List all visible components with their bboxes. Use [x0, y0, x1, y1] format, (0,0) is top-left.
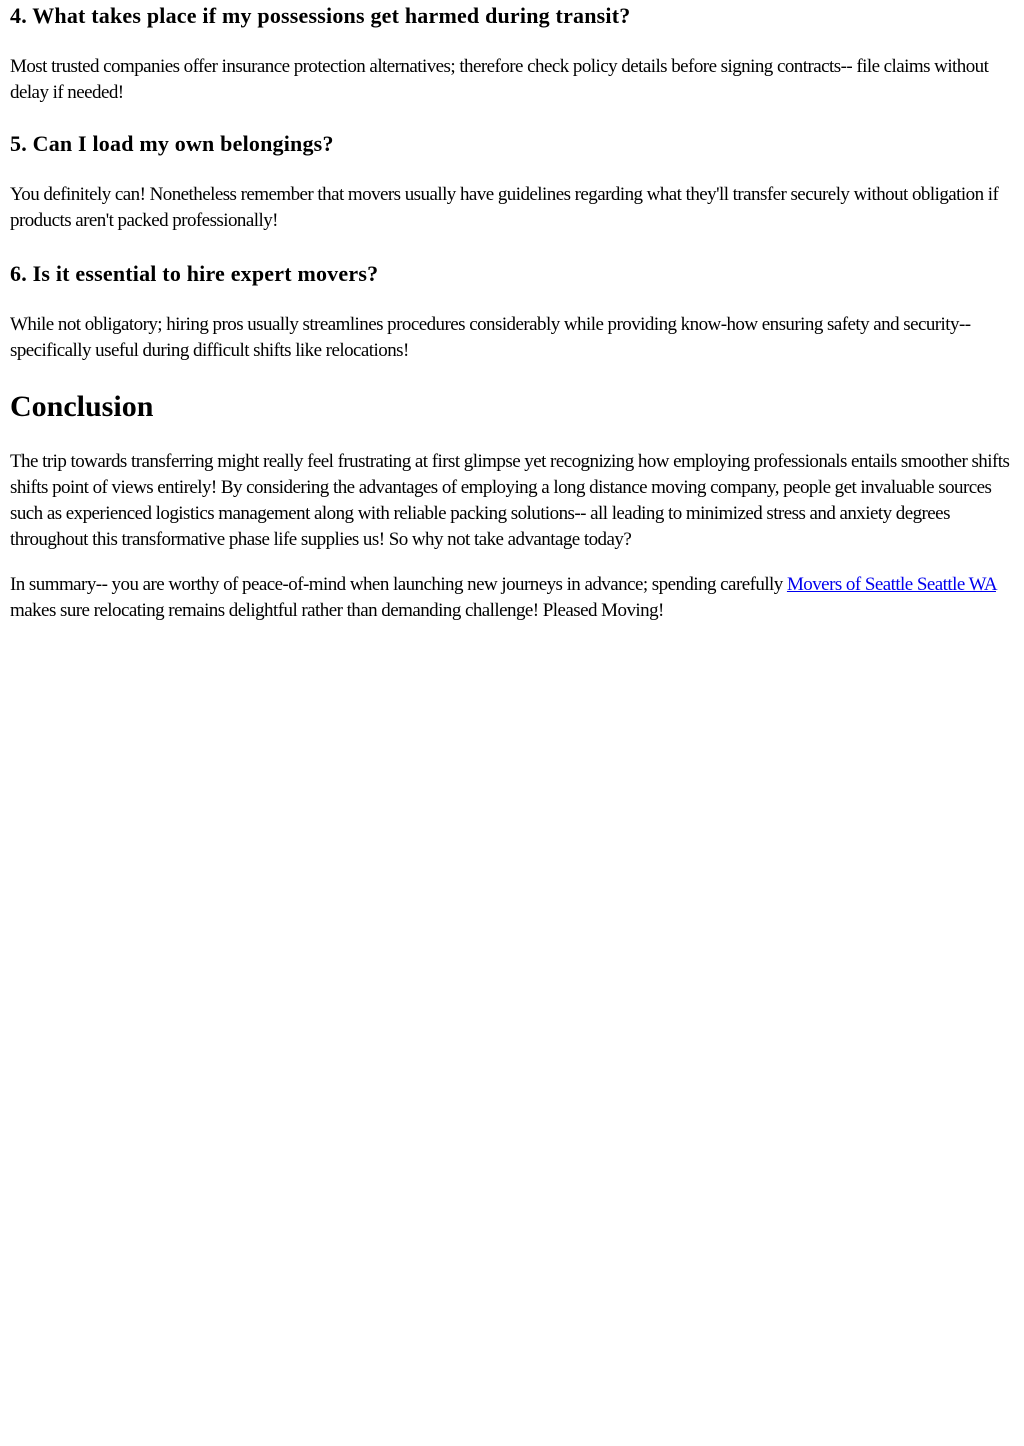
faq-heading-6: 6. Is it essential to hire expert movers? [10, 261, 379, 286]
faq-answer-6: While not obligatory; hiring pros usually streamlines procedures considerably while providing know-how ensuring safety and security-- specifically useful during difficult shifts like relocations! [10, 314, 971, 361]
paragraph-2-text-after: makes sure relocating remains delightful rather than demanding challenge! Pleased Moving! [10, 600, 664, 621]
faq-answer-5: You definitely can! Nonetheless remember that movers usually have guidelines regarding what they'll transfer securely without obligation if products aren't packed professionally! [10, 184, 999, 231]
conclusion-paragraph-2 [10, 572, 1014, 624]
faq-answer-4: Most trusted companies offer insurance protection alternatives; therefore check policy details before signing contracts-- file claims without delay if needed! [10, 56, 989, 103]
conclusion-title: Conclusion [10, 390, 154, 423]
movers-of-seattle-link[interactable]: Movers of Seattle Seattle WA [786, 574, 996, 595]
conclusion-paragraph-1: The trip towards transferring might really feel frustrating at first glimpse yet recognizing how employing professionals entails smoother shifts shifts point of views entirely! By considering the advantages of employing a long distance moving company, people get invaluable sources such as experienced logistics management along with reliable packing solutions-- all leading to minimized stress and anxiety degrees throughout this transformative phase life supplies us! So why not take advantage today? [10, 451, 1010, 550]
faq-heading-4: 4. What takes place if my possessions get harmed during transit? [10, 3, 631, 28]
faq-heading-5: 5. Can I load my own belongings? [10, 131, 334, 156]
paragraph-2-text-before: In summary-- you are worthy of peace-of-mind when launching new journeys in advance; spending carefully [10, 574, 787, 595]
